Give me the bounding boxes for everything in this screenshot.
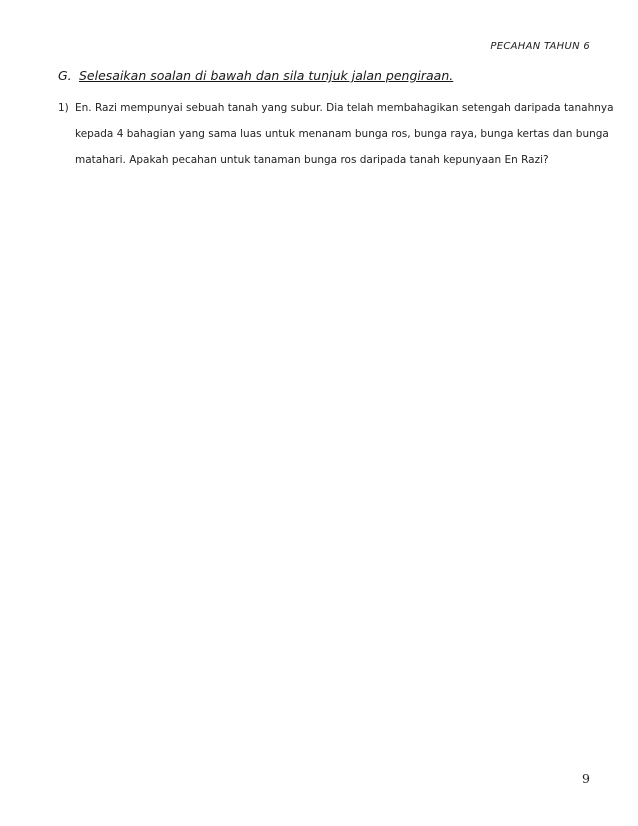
- section-letter: G.: [58, 68, 72, 83]
- question-item: [58, 95, 614, 173]
- question-text-line-1: En. Razi mempunyai sebuah tanah yang subur. Dia telah membahagikan setengah daripada tanahnya: [75, 102, 614, 114]
- question-text-line-3: matahari. Apakah pecahan untuk tanaman bunga ros daripada tanah kepunyaan En Razi?: [75, 154, 549, 166]
- question-text-line-2: kepada 4 bahagian yang sama luas untuk menanam bunga ros, bunga raya, bunga kertas dan bunga: [75, 128, 609, 140]
- section-heading: [58, 68, 453, 83]
- page-number: 9: [582, 771, 590, 786]
- question-number: 1): [58, 102, 69, 114]
- section-instruction: Selesaikan soalan di bawah dan sila tunjuk jalan pengiraan.: [78, 68, 454, 83]
- running-header: PECAHAN TAHUN 6: [490, 41, 590, 52]
